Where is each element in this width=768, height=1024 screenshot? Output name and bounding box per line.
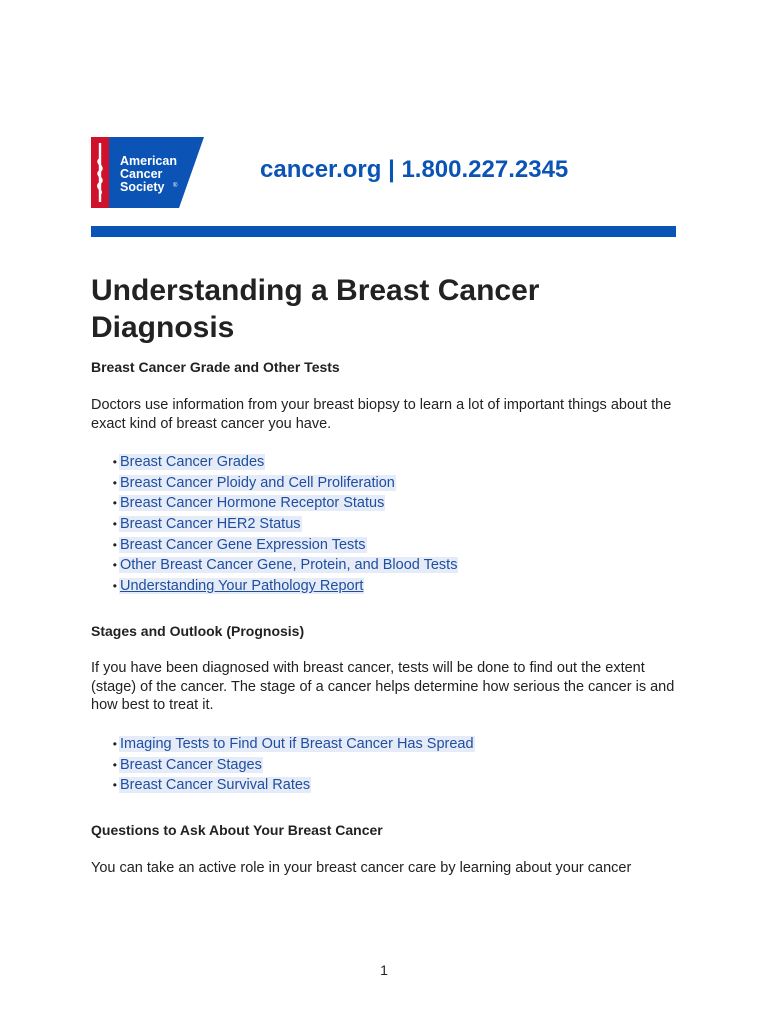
section-heading-grade: Breast Cancer Grade and Other Tests: [91, 359, 340, 375]
bullet: •: [112, 579, 117, 594]
list-item: [91, 452, 458, 473]
svg-text:Cancer: Cancer: [120, 167, 163, 181]
list-item: [91, 535, 458, 556]
svg-text:American: American: [120, 154, 177, 168]
link-other-tests[interactable]: Other Breast Cancer Gene, Protein, and Blood Tests: [120, 557, 458, 574]
list-item: [91, 493, 458, 514]
bullet: •: [112, 517, 117, 532]
bullet: •: [112, 778, 117, 793]
link-stages[interactable]: Breast Cancer Stages: [120, 756, 262, 773]
list-item: [91, 473, 458, 494]
bullet: •: [112, 537, 117, 552]
list-item: [91, 555, 458, 576]
list-item: [91, 755, 475, 776]
link-hormone-receptor[interactable]: Breast Cancer Hormone Receptor Status: [120, 495, 385, 512]
section-body-questions: You can take an active role in your breast cancer care by learning about your cancer: [91, 860, 632, 876]
link-pathology-report[interactable]: Understanding Your Pathology Report: [120, 578, 364, 595]
section-body-stages: If you have been diagnosed with breast cancer, tests will be done to find out the extent (stage) of the cancer. The stage of a cancer helps determine how serious the cancer is and how best to treat it.: [91, 660, 675, 713]
bullet: •: [112, 757, 117, 772]
section-body-grade: Doctors use information from your breast biopsy to learn a lot of important things about the exact kind of breast cancer you have.: [91, 397, 672, 432]
bullet: •: [112, 455, 117, 469]
bullet: •: [112, 496, 117, 511]
contact-info: cancer.org | 1.800.227.2345: [260, 156, 569, 183]
link-gene-expression[interactable]: Breast Cancer Gene Expression Tests: [120, 536, 366, 553]
list-item: [91, 576, 458, 597]
link-list-stages: [91, 734, 475, 796]
bullet: •: [112, 475, 117, 490]
section-heading-questions: Questions to Ask About Your Breast Cancer: [91, 822, 383, 838]
link-survival-rates[interactable]: Breast Cancer Survival Rates: [120, 777, 311, 794]
svg-text:Society: Society: [120, 180, 165, 194]
link-ploidy[interactable]: Breast Cancer Ploidy and Cell Proliferation: [120, 474, 395, 491]
page-title: Understanding a Breast Cancer Diagnosis: [91, 274, 540, 344]
header-rule: [91, 226, 676, 237]
link-imaging-tests[interactable]: Imaging Tests to Find Out if Breast Cancer Has Spread: [120, 736, 474, 752]
list-item: [91, 734, 475, 755]
bullet: •: [112, 737, 117, 751]
link-grades[interactable]: Breast Cancer Grades: [120, 454, 265, 470]
acs-logo: [91, 137, 204, 208]
bullet: •: [112, 558, 117, 573]
list-item: [91, 775, 475, 796]
svg-text:®: ®: [173, 183, 178, 189]
list-item: [91, 514, 458, 535]
link-list-grade: [91, 452, 458, 597]
section-heading-stages: Stages and Outlook (Prognosis): [91, 623, 305, 639]
link-her2[interactable]: Breast Cancer HER2 Status: [120, 516, 301, 533]
page-number: 1: [380, 962, 388, 978]
